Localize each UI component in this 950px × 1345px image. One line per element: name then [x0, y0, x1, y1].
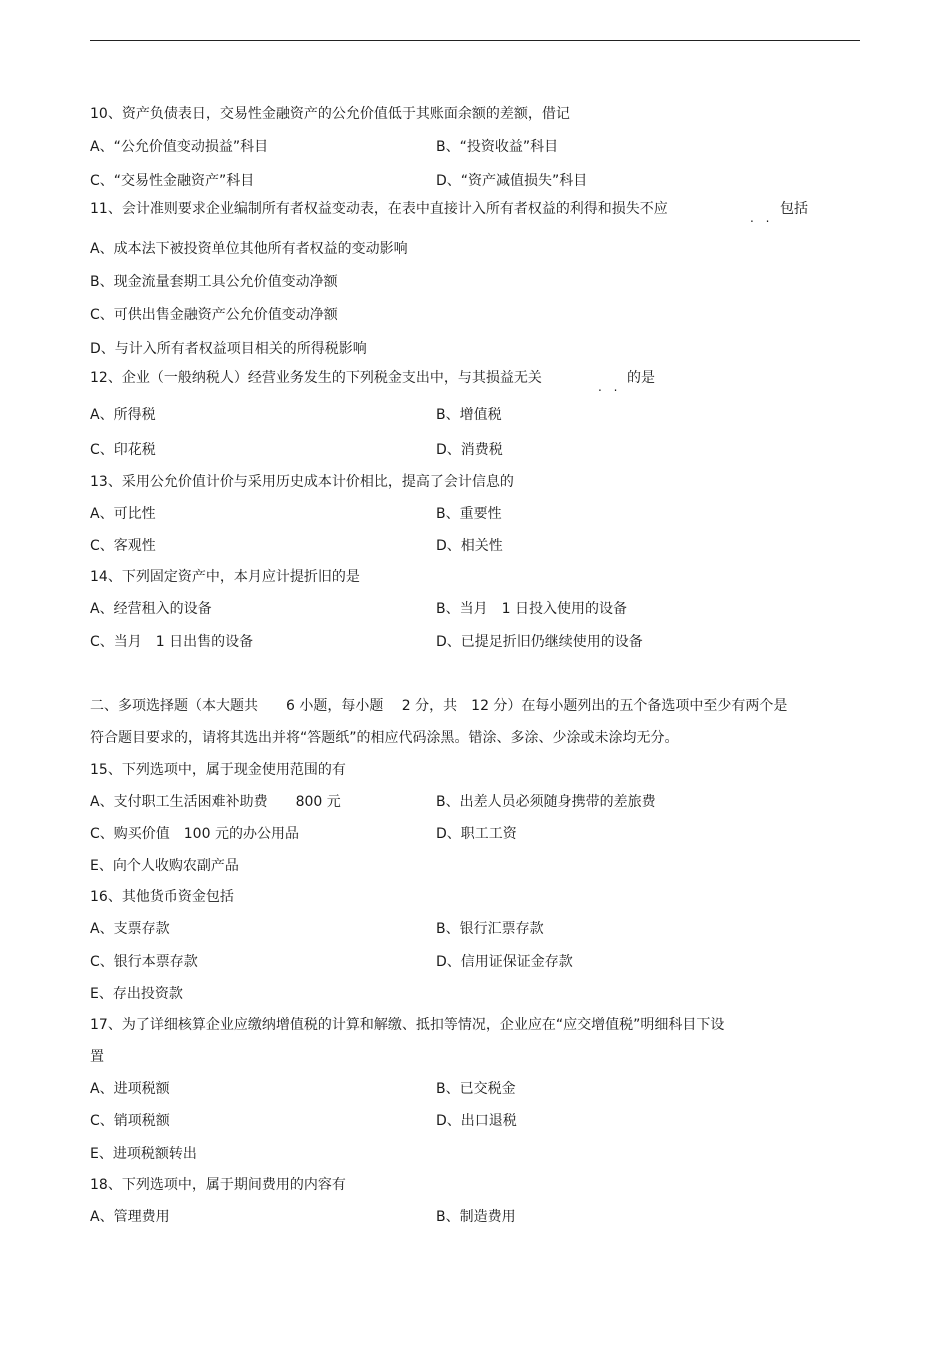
q14-option-a: A、经营租入的设备: [90, 601, 212, 617]
q12-option-a: A、所得税: [90, 407, 156, 423]
q11-option-a: A、成本法下被投资单位其他所有者权益的变动影响: [90, 241, 408, 257]
q17-option-d: D、出口退税: [436, 1113, 517, 1129]
q15-option-b: B、出差人员必须随身携带的差旅费: [436, 794, 656, 810]
q18-option-b: B、制造费用: [436, 1209, 516, 1225]
q15-option-e: E、向个人收购农副产品: [90, 858, 239, 874]
q17-option-a: A、进项税额: [90, 1081, 170, 1097]
q13-option-b: B、重要性: [436, 506, 502, 522]
q17-option-c: C、销项税额: [90, 1113, 170, 1129]
q14-stem: 14、下列固定资产中，本月应计提折旧的是: [90, 569, 360, 585]
header-rule: [90, 40, 860, 41]
q14-option-c: C、当月 1 日出售的设备: [90, 634, 254, 650]
q17-stem-continued: 置: [90, 1049, 104, 1065]
q12-stem-end: 的是: [627, 370, 655, 386]
q18-stem: 18、下列选项中，属于期间费用的内容有: [90, 1177, 346, 1193]
q13-option-d: D、相关性: [436, 538, 503, 554]
q16-option-b: B、银行汇票存款: [436, 921, 544, 937]
q10-option-d: D、“资产减值损失”科目: [436, 173, 588, 189]
q10-option-b: B、“投资收益”科目: [436, 139, 559, 155]
q11-option-d: D、与计入所有者权益项目相关的所得税影响: [90, 341, 367, 357]
q16-option-d: D、信用证保证金存款: [436, 954, 573, 970]
q13-option-c: C、客观性: [90, 538, 156, 554]
q16-stem: 16、其他货币资金包括: [90, 889, 234, 905]
q10-stem: 10、资产负债表日，交易性金融资产的公允价值低于其账面余额的差额，借记: [90, 106, 570, 122]
q10-option-a: A、“公允价值变动损益”科目: [90, 139, 269, 155]
q12-option-c: C、印花税: [90, 442, 156, 458]
q12-stem: 12、企业（一般纳税人）经营业务发生的下列税金支出中，与其损益无关: [90, 370, 542, 386]
q12-option-b: B、增值税: [436, 407, 502, 423]
q12-option-d: D、消费税: [436, 442, 503, 458]
q13-stem: 13、采用公允价值计价与采用历史成本计价相比，提高了会计信息的: [90, 474, 514, 490]
q11-stem-end: 包括: [780, 201, 808, 217]
section2-instructions-line2: 符合题目要求的，请将其选出并将“答题纸”的相应代码涂黑。错涂、多涂、少涂或未涂均无分。: [90, 730, 679, 746]
section2-instructions-line1: 二、多项选择题（本大题共 6 小题，每小题 2 分，共 12 分）在每小题列出的五个备选项中至少有两个是: [90, 698, 788, 714]
q14-option-d: D、已提足折旧仍继续使用的设备: [436, 634, 643, 650]
q15-option-c: C、购买价值 100 元的办公用品: [90, 826, 299, 842]
q12-emphasis-dots: . .: [598, 380, 622, 394]
q15-option-a: A、支付职工生活困难补助费 800 元: [90, 794, 341, 810]
q17-option-b: B、已交税金: [436, 1081, 516, 1097]
q15-option-d: D、职工工资: [436, 826, 517, 842]
q17-stem: 17、为了详细核算企业应缴纳增值税的计算和解缴、抵扣等情况，企业应在“应交增值税”明细科目下设: [90, 1017, 725, 1033]
q11-option-b: B、现金流量套期工具公允价值变动净额: [90, 274, 338, 290]
q11-stem: 11、会计准则要求企业编制所有者权益变动表，在表中直接计入所有者权益的利得和损失不应: [90, 201, 668, 217]
q15-stem: 15、下列选项中，属于现金使用范围的有: [90, 762, 346, 778]
q13-option-a: A、可比性: [90, 506, 156, 522]
q16-option-e: E、存出投资款: [90, 986, 183, 1002]
q11-emphasis-dots: . .: [750, 211, 774, 225]
q16-option-a: A、支票存款: [90, 921, 170, 937]
q17-option-e: E、进项税额转出: [90, 1146, 197, 1162]
q10-option-c: C、“交易性金融资产”科目: [90, 173, 255, 189]
q11-option-c: C、可供出售金融资产公允价值变动净额: [90, 307, 338, 323]
q16-option-c: C、银行本票存款: [90, 954, 198, 970]
q18-option-a: A、管理费用: [90, 1209, 170, 1225]
q14-option-b: B、当月 1 日投入使用的设备: [436, 601, 627, 617]
